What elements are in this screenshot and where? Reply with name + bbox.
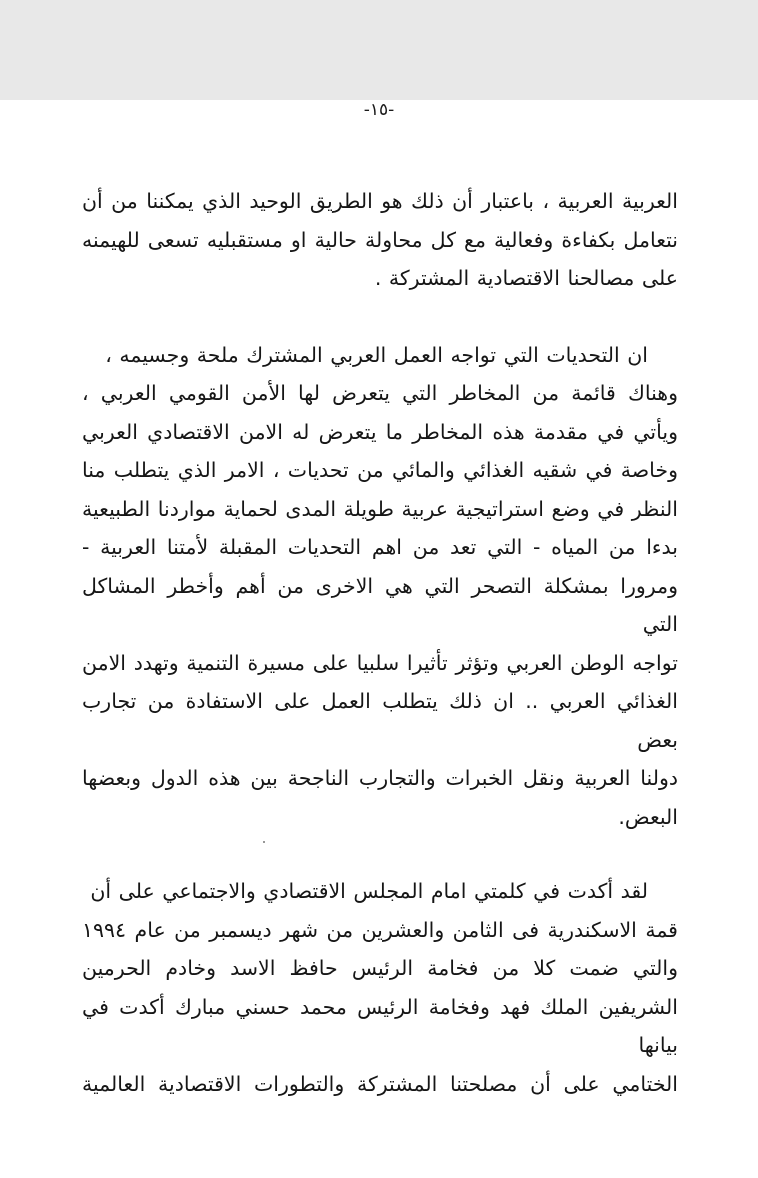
text-line: الختامي على أن مصلحتنا المشتركة والتطورات الاقتصادية العالمية [82, 1071, 678, 1096]
text-line: قمة الاسكندرية فى الثامن والعشرين من شهر ديسمبر من عام ١٩٩٤ [82, 917, 678, 942]
text-line: النظر في وضع استراتيجية عربية طويلة المدى لحماية مواردنا الطبيعية [82, 496, 678, 521]
paragraph-1 [82, 182, 678, 298]
document-page [0, 100, 758, 1178]
text-line: بدءا من المياه - التي تعد من اهم التحديات المقبلة لأمتنا العربية - [82, 535, 678, 559]
text-line: نتعامل بكفاءة وفعالية مع كل محاولة حالية او مستقبليه تسعى للهيمنه [82, 227, 678, 252]
scan-speck [263, 841, 265, 843]
text-line: تواجه الوطن العربي وتؤثر تأثيرا سلبيا على مسيرة التنمية وتهدد الامن [82, 650, 678, 675]
text-line: ومرورا بمشكلة التصحر التي هي الاخرى من أهم وأخطر المشاكل التي [82, 573, 678, 636]
text-line: ان التحديات التي تواجه العمل العربي المشترك ملحة وجسيمه ، [105, 342, 648, 367]
text-line: والتي ضمت كلا من فخامة الرئيس حافظ الاسد وخادم الحرمين [82, 956, 678, 980]
text-line: الشريفين الملك فهد وفخامة الرئيس محمد حسني مبارك أكدت في بيانها [82, 994, 678, 1057]
text-line: دولنا العربية ونقل الخبرات والتجارب الناجحة بين هذه الدول وبعضها [82, 766, 678, 790]
text-line: ويأتي في مقدمة هذه المخاطر ما يتعرض له الامن الاقتصادي العربي [82, 419, 678, 444]
text-line: الغذائي العربي .. ان ذلك يتطلب العمل على الاستفادة من تجارب بعض [82, 689, 678, 752]
text-line: العربية العربية ، باعتبار أن ذلك هو الطريق الوحيد الذي يمكننا من أن [82, 189, 678, 213]
page-number: -١٥- [363, 100, 395, 120]
text-line: لقد أكدت في كلمتي امام المجلس الاقتصادي والاجتماعي على أن [90, 879, 648, 903]
text-line: وهناك قائمة من المخاطر التي يتعرض لها الأمن القومي العربي ، [82, 381, 678, 405]
text-line: وخاصة في شقيه الغذائي والمائي من تحديات ، الامر الذي يتطلب منا [82, 458, 678, 482]
text-line: على مصالحنا الاقتصادية المشتركة . [374, 266, 678, 290]
text-block [0, 182, 758, 1103]
paragraph-3 [82, 872, 678, 1103]
paragraph-2 [82, 336, 678, 837]
text-line: البعض. [618, 804, 678, 829]
